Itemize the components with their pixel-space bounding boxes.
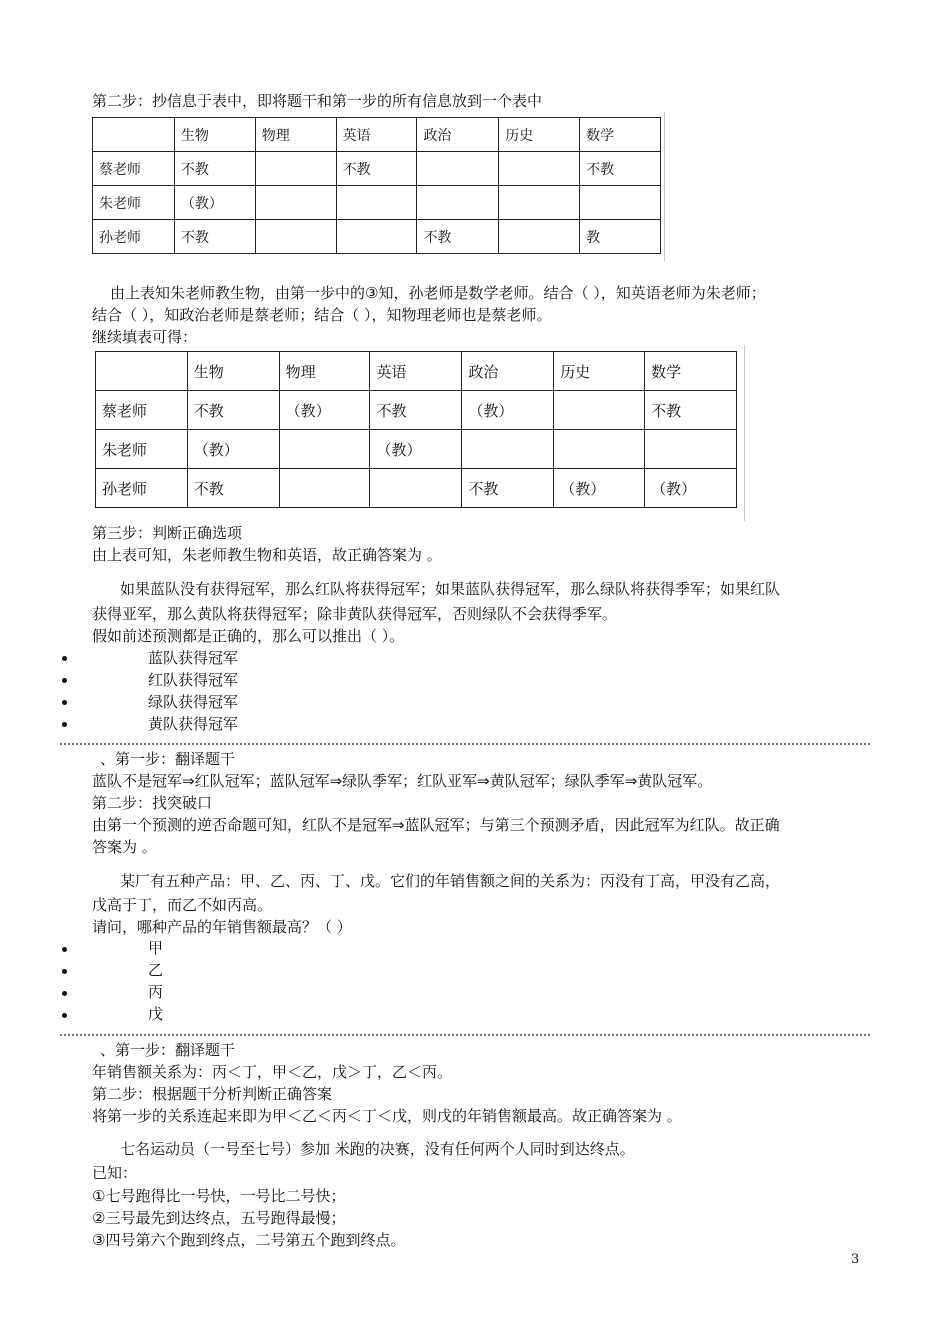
- step3-text: 由上表可知，朱老师教生物和英语，故正确答案为 。: [92, 546, 442, 564]
- paragraph-line: 继续填表可得：: [92, 328, 198, 346]
- divider: [60, 743, 870, 745]
- step2-title: 第二步：抄信息于表中，即将题干和第一步的所有信息放到一个表中: [92, 92, 543, 110]
- bullet-icon: [62, 1013, 67, 1018]
- table-cell: 孙老师: [93, 220, 175, 254]
- page-number: 3: [851, 1252, 860, 1267]
- solution-text: 由第一个预测的逆否命题可知，红队不是冠军⇒蓝队冠军；与第三个预测矛盾，因此冠军为红队。故正确: [92, 816, 780, 834]
- bullet-icon: [62, 678, 67, 683]
- table-cell: [93, 118, 175, 152]
- bullet-icon: [62, 722, 67, 727]
- table-cell: 蔡老师: [96, 391, 188, 430]
- question-line: 获得亚军，那么黄队将获得冠军；除非黄队获得冠军，否则绿队不会获得季军。: [92, 605, 618, 623]
- solution-text: 将第一步的关系连起来即为甲＜乙＜丙＜丁＜戊，则戊的年销售额最高。故正确答案为 。: [92, 1107, 682, 1125]
- table-row: [96, 469, 737, 508]
- known-label: 已知：: [92, 1164, 138, 1182]
- solution-text: 答案为 。: [92, 838, 157, 856]
- table-cell: 不教: [645, 391, 737, 430]
- table-cell: [255, 186, 336, 220]
- table-cell: [336, 220, 417, 254]
- table-cell: （教）: [174, 186, 255, 220]
- bullet-icon: [62, 656, 67, 661]
- table-cell: 不教: [187, 469, 279, 508]
- bullet-icon: [62, 969, 67, 974]
- table-cell: 不教: [370, 391, 462, 430]
- question-line: 戊高于丁，而乙不如丙高。: [92, 896, 273, 914]
- table-cell: （教）: [645, 469, 737, 508]
- table-cell: 不教: [580, 152, 661, 186]
- table-cell: [499, 186, 580, 220]
- solution-text: 年销售额关系为：丙＜丁，甲＜乙，戊＞丁，乙＜丙。: [92, 1063, 453, 1081]
- table-cell: [255, 220, 336, 254]
- bullet-icon: [62, 700, 67, 705]
- table-cell: （教）: [279, 391, 370, 430]
- table-row: [93, 186, 661, 220]
- table-frame: [740, 345, 745, 521]
- solution-step: 、第一步：翻译题干: [100, 750, 236, 768]
- table-cell: [645, 430, 737, 469]
- known-item: ③四号第六个跑到终点，二号第五个跑到终点。: [92, 1231, 406, 1249]
- table-cell: （教）: [187, 430, 279, 469]
- table-cell: 朱老师: [93, 186, 175, 220]
- table-cell: 英语: [336, 118, 417, 152]
- known-item: ①七号跑得比一号快，一号比二号快；: [92, 1187, 346, 1205]
- table-cell: [279, 469, 370, 508]
- bullet-icon: [62, 947, 67, 952]
- option-item: 戊: [148, 1005, 164, 1023]
- option-item: 乙: [148, 961, 164, 979]
- table-cell: 不教: [462, 469, 554, 508]
- table-cell: [499, 152, 580, 186]
- known-item: ②三号最先到达终点，五号跑得最慢；: [92, 1209, 346, 1227]
- paragraph-line: 结合（ ），知政治老师是蔡老师；结合（ ），知物理老师也是蔡老师。: [92, 306, 552, 324]
- table-cell: [255, 152, 336, 186]
- table-cell: [580, 186, 661, 220]
- table-cell: [554, 430, 645, 469]
- table-2: [95, 351, 737, 508]
- table-cell: [554, 391, 645, 430]
- table-cell: 不教: [417, 220, 499, 254]
- paragraph-line: 由上表知朱老师教生物，由第一步中的③知，孙老师是数学老师。结合（ ），知英语老师为朱老师；: [110, 284, 766, 302]
- question-line: 七名运动员（一号至七号）参加 米跑的决赛，没有任何两个人同时到达终点。: [120, 1140, 635, 1158]
- table-cell: （教）: [462, 391, 554, 430]
- table-row: [93, 220, 661, 254]
- table-row: [96, 430, 737, 469]
- bullet-icon: [62, 991, 67, 996]
- step3-title: 第三步：判断正确选项: [92, 524, 243, 542]
- option-item: 黄队获得冠军: [148, 715, 239, 733]
- solution-text: 蓝队不是冠军⇒红队冠军；蓝队冠军⇒绿队季军；红队亚军⇒黄队冠军；绿队季军⇒黄队冠军。: [92, 772, 713, 790]
- table-cell: [336, 186, 417, 220]
- table-cell: 英语: [370, 352, 462, 391]
- option-item: 绿队获得冠军: [148, 693, 239, 711]
- table-cell: [279, 430, 370, 469]
- table-cell: [462, 430, 554, 469]
- table-cell: 历史: [499, 118, 580, 152]
- table-cell: 政治: [417, 118, 499, 152]
- table-cell: 蔡老师: [93, 152, 175, 186]
- table-row: [93, 152, 661, 186]
- table-cell: 不教: [187, 391, 279, 430]
- table-cell: （教）: [370, 430, 462, 469]
- question-line: 请问，哪种产品的年销售额最高？（ ）: [92, 918, 352, 936]
- table-header-row: [93, 118, 661, 152]
- table-cell: [370, 469, 462, 508]
- table-cell: [499, 220, 580, 254]
- table-cell: 生物: [174, 118, 255, 152]
- option-item: 甲: [148, 939, 164, 957]
- table-cell: 教: [580, 220, 661, 254]
- solution-step: 第二步：根据题干分析判断正确答案: [92, 1085, 333, 1103]
- question-line: 如果蓝队没有获得冠军，那么红队将获得冠军；如果蓝队获得冠军，那么绿队将获得季军；如果红队: [120, 580, 781, 598]
- question-line: 假如前述预测都是正确的，那么可以推出（ ）。: [92, 627, 405, 645]
- table-1: [92, 117, 661, 254]
- option-item: 蓝队获得冠军: [148, 649, 239, 667]
- table-cell: 生物: [187, 352, 279, 391]
- question-line: 某厂有五种产品：甲、乙、丙、丁、戊。它们的年销售额之间的关系为：丙没有丁高，甲没有乙高，: [120, 872, 781, 890]
- table-cell: 不教: [174, 152, 255, 186]
- option-item: 丙: [148, 983, 164, 1001]
- table-cell: 物理: [279, 352, 370, 391]
- table-cell: 历史: [554, 352, 645, 391]
- table-cell: [417, 152, 499, 186]
- solution-step: 、第一步：翻译题干: [100, 1041, 236, 1059]
- solution-step: 第二步：找突破口: [92, 794, 213, 812]
- table-cell: 不教: [336, 152, 417, 186]
- table-cell: 不教: [174, 220, 255, 254]
- table-cell: [96, 352, 188, 391]
- divider: [60, 1034, 870, 1036]
- table-cell: 数学: [645, 352, 737, 391]
- table-cell: 政治: [462, 352, 554, 391]
- table-header-row: [96, 352, 737, 391]
- table-cell: 孙老师: [96, 469, 188, 508]
- table-cell: 朱老师: [96, 430, 188, 469]
- option-item: 红队获得冠军: [148, 671, 239, 689]
- table-cell: 物理: [255, 118, 336, 152]
- table-cell: [417, 186, 499, 220]
- table-cell: （教）: [554, 469, 645, 508]
- table-cell: 数学: [580, 118, 661, 152]
- table-row: [96, 391, 737, 430]
